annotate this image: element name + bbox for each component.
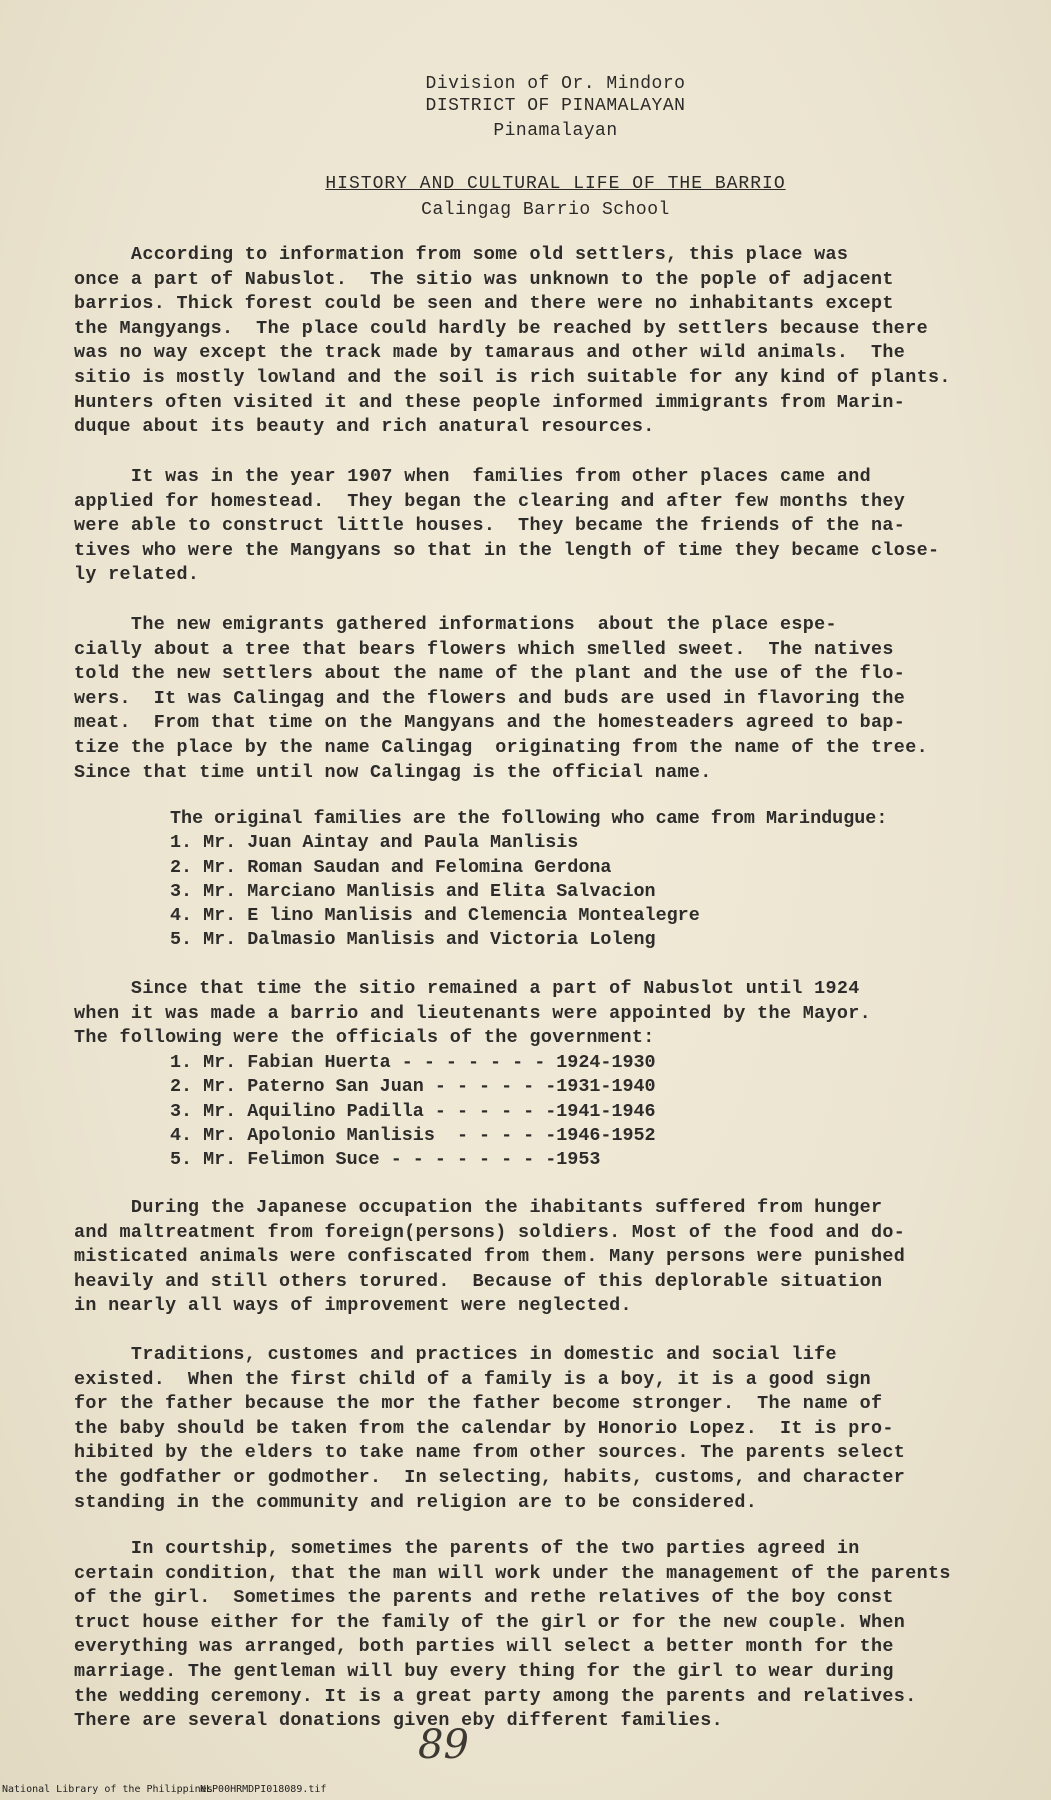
list-intro: The original families are the following who came from Marindugue: [170, 808, 888, 829]
text-line: tives who were the Mangyans so that in the length of time they became close- [74, 539, 940, 561]
text-line: There are several donations given eby different families. [74, 1710, 724, 1732]
paragraph-traditions [74, 1343, 994, 1515]
division-heading: Division of Or. Mindoro [425, 74, 686, 94]
text-line: cially about a tree that bears flowers which smelled sweet. The natives [74, 638, 894, 660]
text-line: for the father because the mor the father become stronger. The name of [74, 1393, 883, 1415]
original-families-list [170, 807, 887, 953]
text-line: were able to construct little houses. They became the friends of the na- [74, 515, 906, 537]
text-line: applied for homestead. They began the clearing and after few months they [74, 490, 906, 512]
scan-filename: NLP00HRMDPI018089.tif [200, 1784, 327, 1795]
text-line: meat. From that time on the Mangyans and the homesteaders agreed to bap- [74, 712, 906, 734]
text-line: The following were the officials of the government: [74, 1027, 655, 1049]
text-line: the Mangyangs. The place could hardly be reached by settlers because there [74, 317, 928, 339]
list-item: 3. Mr. Aquilino Padilla - - - - - -1941-1946 [170, 1100, 656, 1122]
scan-footer [0, 1782, 1051, 1800]
text-line: everything was arranged, both parties will select a better month for the [74, 1636, 894, 1658]
text-line: ly related. [74, 564, 200, 586]
text-line: existed. When the first child of a family is a boy, it is a good sign [74, 1368, 872, 1390]
district-heading: DISTRICT OF PINAMALAYAN [425, 96, 686, 116]
text-line: truct house either for the family of the girl or for the new couple. When [74, 1611, 906, 1633]
text-line: misticated animals were confiscated from them. Many persons were punished [74, 1246, 906, 1268]
list-item: 1. Mr. Juan Aintay and Paula Manlisis [170, 832, 579, 854]
paragraph-naming [74, 613, 994, 785]
text-line: the baby should be taken from the calendar by Honorio Lopez. It is pro- [74, 1417, 894, 1439]
text-line: In courtship, sometimes the parents of the two parties agreed in [74, 1538, 860, 1559]
text-line: heavily and still others torured. Because of this deplorable situation [74, 1270, 883, 1292]
paragraph-courtship [74, 1537, 994, 1734]
text-line: hibited by the elders to take name from other sources. The parents select [74, 1442, 906, 1464]
paragraph-origins [74, 243, 994, 440]
officials-list [170, 1051, 656, 1172]
text-line: barrios. Thick forest could be seen and there were no inhabitants except [74, 293, 894, 315]
list-item: 4. Mr. E lino Manlisis and Clemencia Montealegre [170, 905, 700, 927]
text-line: Since that time the sitio remained a part of Nabuslot until 1924 [74, 978, 860, 999]
list-item: 5. Mr. Felimon Suce - - - - - - - -1953 [170, 1149, 601, 1171]
text-line: in nearly all ways of improvement were neglected. [74, 1295, 632, 1317]
town-heading: Pinamalayan [493, 121, 618, 141]
list-item: 2. Mr. Paterno San Juan - - - - - -1931-1940 [170, 1076, 656, 1098]
text-line: tize the place by the name Calingag originating from the name of the tree. [74, 736, 928, 758]
library-credit: National Library of the Philippines [2, 1784, 213, 1795]
text-line: told the new settlers about the name of the plant and the use of the flo- [74, 663, 906, 685]
text-line: was no way except the track made by tamaraus and other wild animals. The [74, 342, 906, 364]
text-line: once a part of Nabuslot. The sitio was unknown to the pople of adjacent [74, 268, 894, 290]
text-line: During the Japanese occupation the ihabitants suffered from hunger [74, 1197, 883, 1218]
text-line: wers. It was Calingag and the flowers and buds are used in flavoring the [74, 687, 906, 709]
paragraph-settlement [74, 465, 994, 588]
text-line: when it was made a barrio and lieutenants were appointed by the Mayor. [74, 1002, 872, 1024]
paragraph-occupation [74, 1196, 994, 1319]
document-title: HISTORY AND CULTURAL LIFE OF THE BARRIO [325, 174, 786, 194]
list-item: 1. Mr. Fabian Huerta - - - - - - - 1924-1930 [170, 1052, 656, 1073]
school-subtitle: Calingag Barrio School [421, 200, 670, 220]
text-line: The new emigrants gathered informations about the place espe- [74, 614, 837, 635]
handwritten-page-number: 89 [418, 1722, 469, 1768]
text-line: standing in the community and religion are to be considered. [74, 1491, 758, 1513]
list-item: 3. Mr. Marciano Manlisis and Elita Salvacion [170, 880, 656, 902]
text-line: Since that time until now Calingag is the official name. [74, 761, 712, 783]
text-line: duque about its beauty and rich anatural resources. [74, 416, 655, 438]
text-line: Hunters often visited it and these people informed immigrants from Marin- [74, 391, 906, 413]
list-item: 2. Mr. Roman Saudan and Felomina Gerdona [170, 856, 612, 878]
text-line: of the girl. Sometimes the parents and rethe relatives of the boy const [74, 1587, 894, 1609]
text-line: According to information from some old settlers, this place was [74, 244, 849, 265]
text-line: certain condition, that the man will work under the management of the parents [74, 1562, 951, 1584]
list-item: 4. Mr. Apolonio Manlisis - - - - -1946-1952 [170, 1124, 656, 1146]
text-line: marriage. The gentleman will buy every thing for the girl to wear during [74, 1660, 894, 1682]
text-line: Traditions, customes and practices in domestic and social life [74, 1344, 837, 1365]
text-line: It was in the year 1907 when families from other places came and [74, 466, 872, 487]
text-line: and maltreatment from foreign(persons) soldiers. Most of the food and do- [74, 1221, 906, 1243]
text-line: the wedding ceremony. It is a great party among the parents and relatives. [74, 1685, 917, 1707]
list-item: 5. Mr. Dalmasio Manlisis and Victoria Loleng [170, 929, 656, 951]
text-line: sitio is mostly lowland and the soil is rich suitable for any kind of plants. [74, 366, 951, 388]
paragraph-officials [74, 977, 994, 1051]
text-line: the godfather or godmother. In selecting, habits, customs, and character [74, 1466, 906, 1488]
